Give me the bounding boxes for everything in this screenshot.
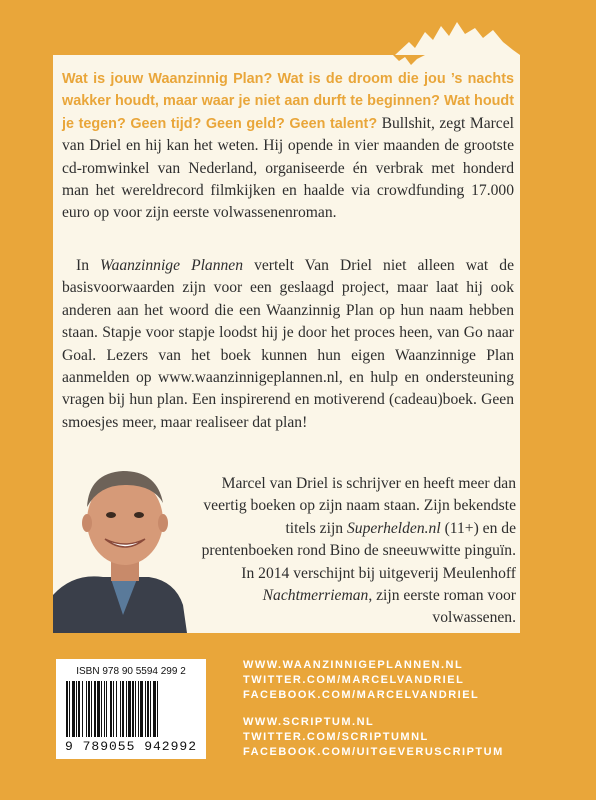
author-links (243, 658, 504, 704)
bio-title-1: Superhelden.nl (346, 519, 441, 537)
bio-text-3: , zijn eerste roman voor volwassenen. (368, 587, 516, 627)
link-website[interactable]: WWW.WAANZINNIGEPLANNEN.NL (243, 659, 464, 671)
book-title: Waanzinnige Plannen (100, 257, 244, 274)
para2-text: vertelt Van Driel niet alleen wat de basisvoorwaarden zijn voor een geslaagd project, maar laat hij ook anderen aan het woord die een Waanzinnig Plan op hun naam hebben staan. Stapje voor stapje loodst hij je door het proces heen, van Go naar Goal. Lezers van het boek kunnen hun eigen Waanzinnige Plan aanmelden op www.waanzinnigeplannen.nl, en hulp en ondersteuning vragen bij hun plan. Een inspirerend en motiverend (cadeau)boek. Geen smoesjes meer, maar realiseer dat plan! (62, 257, 514, 431)
publisher-links (243, 715, 504, 761)
author-photo (53, 455, 199, 633)
links-block (243, 658, 504, 771)
barcode-bars-icon (64, 681, 198, 739)
intro-text: Bullshit, zegt Marcel van Driel en hij kan het weten. Hij opende in vier maanden de grootste cd-romwinkel van Nederland, organiseerde én verbrak met honderd man het wereldrecord filmkijken en haalde via crowdfunding 17.000 euro op voor zijn eerste volwassenenroman. (62, 114, 514, 222)
peak-icon (395, 20, 520, 60)
bio-text-1: Marcel van Driel is schrijver en heeft meer dan veertig boeken op zijn naam staan. Zijn bekendste titels zijn (203, 475, 516, 537)
barcode-number: 9 789055 942992 (64, 739, 198, 754)
para2-lead: In (76, 257, 101, 274)
description-paragraph (62, 255, 514, 434)
intro-paragraph (62, 68, 514, 225)
link-twitter[interactable]: TWITTER.COM/MARCELVANDRIEL (243, 674, 465, 687)
bio-title-2: Nachtmerrieman (262, 587, 369, 605)
link-facebook[interactable]: FACEBOOK.COM/MARCELVANDRIEL (243, 689, 480, 702)
barcode (56, 659, 206, 759)
link-publisher-facebook[interactable]: FACEBOOK.COM/UITGEVERUSCRIPTUM (243, 746, 504, 759)
bio-text-2: (11+) en de prentenboeken rond Bino de sneeuwwitte pinguïn. In 2014 verschijnt bij uitgeverij Meulenhoff (201, 519, 516, 582)
intro-questions: Wat is jouw Waanzinnig Plan? Wat is de droom die jou ’s nachts wakker houdt, maar waar je niet aan durft te beginnen? Wat houdt je tegen? Geen tijd? Geen geld? Geen talent? (62, 71, 514, 132)
link-publisher-website[interactable]: WWW.SCRIPTUM.NL (243, 715, 375, 728)
author-bio (190, 473, 516, 630)
isbn-label: ISBN 978 90 5594 299 2 (76, 666, 186, 677)
link-publisher-twitter[interactable]: TWITTER.COM/SCRIPTUMNL (243, 730, 429, 743)
